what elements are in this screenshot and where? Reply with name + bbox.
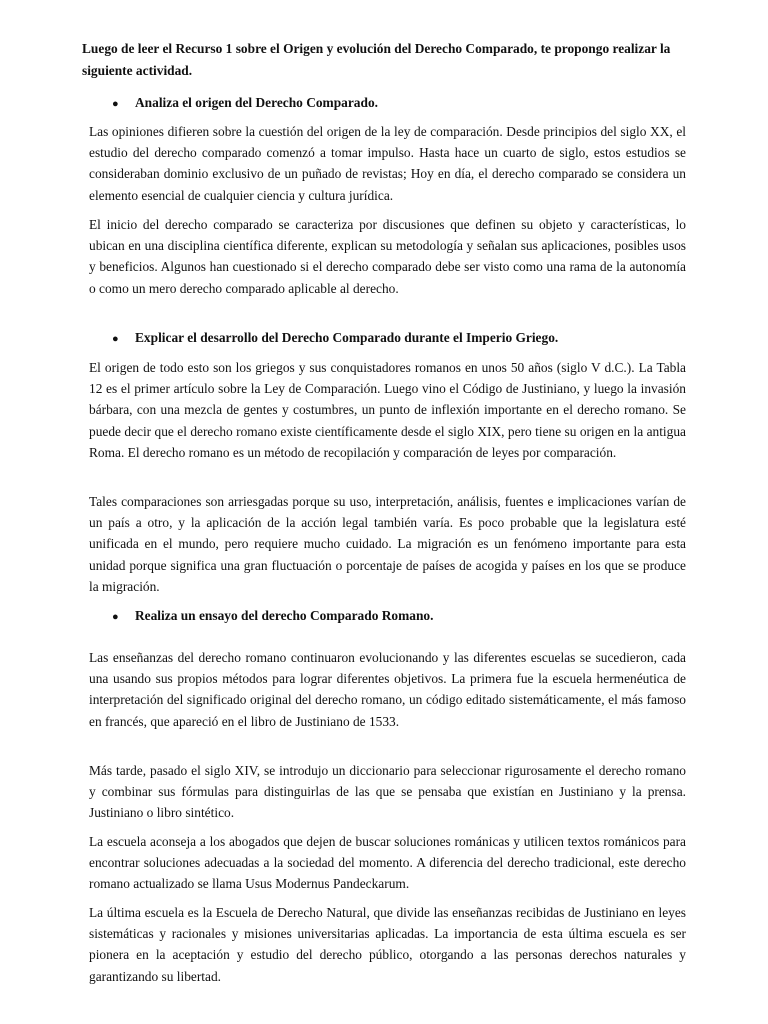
bullet-label: Realiza un ensayo del derecho Comparado Romano. [135,608,434,623]
bullet-icon: ● [112,98,119,110]
paragraph: El origen de todo esto son los griegos y sus conquistadores romanos en unos 50 años (siglo V d.C.). La Tabla 12 es el primer artículo sobre la Ley de Comparación. Luego vino el Código de Justiniano, y luego la invasión bárbara, con una mezcla de gentes y costumbres, un punto de inflexión importante en el derecho romano. Se puede decir que el derecho romano existe científicamente desde el siglo XIX, pero tiene su origen en la antigua Roma. El derecho romano es un método de recopilación y comparación de leyes por comparación. [89,360,686,460]
bullet-item [112,605,433,628]
bullet-icon: ● [112,333,119,345]
bullet-label: Analiza el origen del Derecho Comparado. [135,95,378,110]
bullet-item [112,92,378,115]
bullet-item [112,327,558,350]
paragraph: La última escuela es la Escuela de Derecho Natural, que divide las enseñanzas recibidas de Justiniano en leyes sistemáticas y racionales y misiones universitarias aplicadas. La importancia de esta última escuela es ser pionera en la aceptación y estudio del derecho público, otorgando a las personas derechos naturales y garantizando su libertad. [89,905,686,984]
paragraph: Las enseñanzas del derecho romano continuaron evolucionando y las diferentes escuelas se sucedieron, cada una usando sus propios métodos para lograr diferentes objetivos. La primera fue la escuela hermenéutica de interpretación del significado original del derecho romano, un código editado sistemáticamente, el más famoso en francés, que apareció en el libro de Justiniano de 1533. [89,650,686,729]
bullet-label: Explicar el desarrollo del Derecho Comparado durante el Imperio Griego. [135,330,559,345]
bullet-icon: ● [112,611,119,623]
intro-text: Luego de leer el Recurso 1 sobre el Origen y evolución del Derecho Comparado, te propongo realizar la siguiente actividad. [82,41,671,78]
paragraph: Tales comparaciones son arriesgadas porque su uso, interpretación, análisis, fuentes e implicaciones varían de un país a otro, y la aplicación de la acción legal también varía. Es poco probable que la legislatura esté unificada en el mundo, pero requiere mucho cuidado. La migración es un fenómeno importante para esta unidad porque significa una gran fluctuación o porcentaje de países de acogida y países en los que se produce la migración. [89,494,686,594]
paragraph: Las opiniones difieren sobre la cuestión del origen de la ley de comparación. Desde principios del siglo XX, el estudio del derecho comparado comenzó a tomar impulso. Hasta hace un cuarto de siglo, estos estudios se consideraban dominio exclusivo de un puñado de revistas; Hoy en día, el derecho comparado se considera un elemento esencial de cualquier ciencia y cultura jurídica. [89,124,686,203]
paragraph: Más tarde, pasado el siglo XIV, se introdujo un diccionario para seleccionar rigurosamente el derecho romano y combinar sus fórmulas para distinguirlas de las que se pensaba que existían en Justiniano y la prensa. Justiniano o libro sintético. [89,763,686,821]
paragraph: La escuela aconseja a los abogados que dejen de buscar soluciones románicas y utilicen textos románicos para encontrar soluciones adecuadas a la sociedad del momento. A diferencia del derecho tradicional, este derecho romano actualizado se llama Usus Modernus Pandeckarum. [89,834,686,892]
paragraph: El inicio del derecho comparado se caracteriza por discusiones que definen su objeto y características, lo ubican en una disciplina científica diferente, explican su metodología y señalan sus aplicaciones, posibles usos y beneficios. Algunos han cuestionado si el derecho comparado debe ser visto como una rama de la autonomía o como un mero derecho comparado aplicable al derecho. [89,217,686,296]
